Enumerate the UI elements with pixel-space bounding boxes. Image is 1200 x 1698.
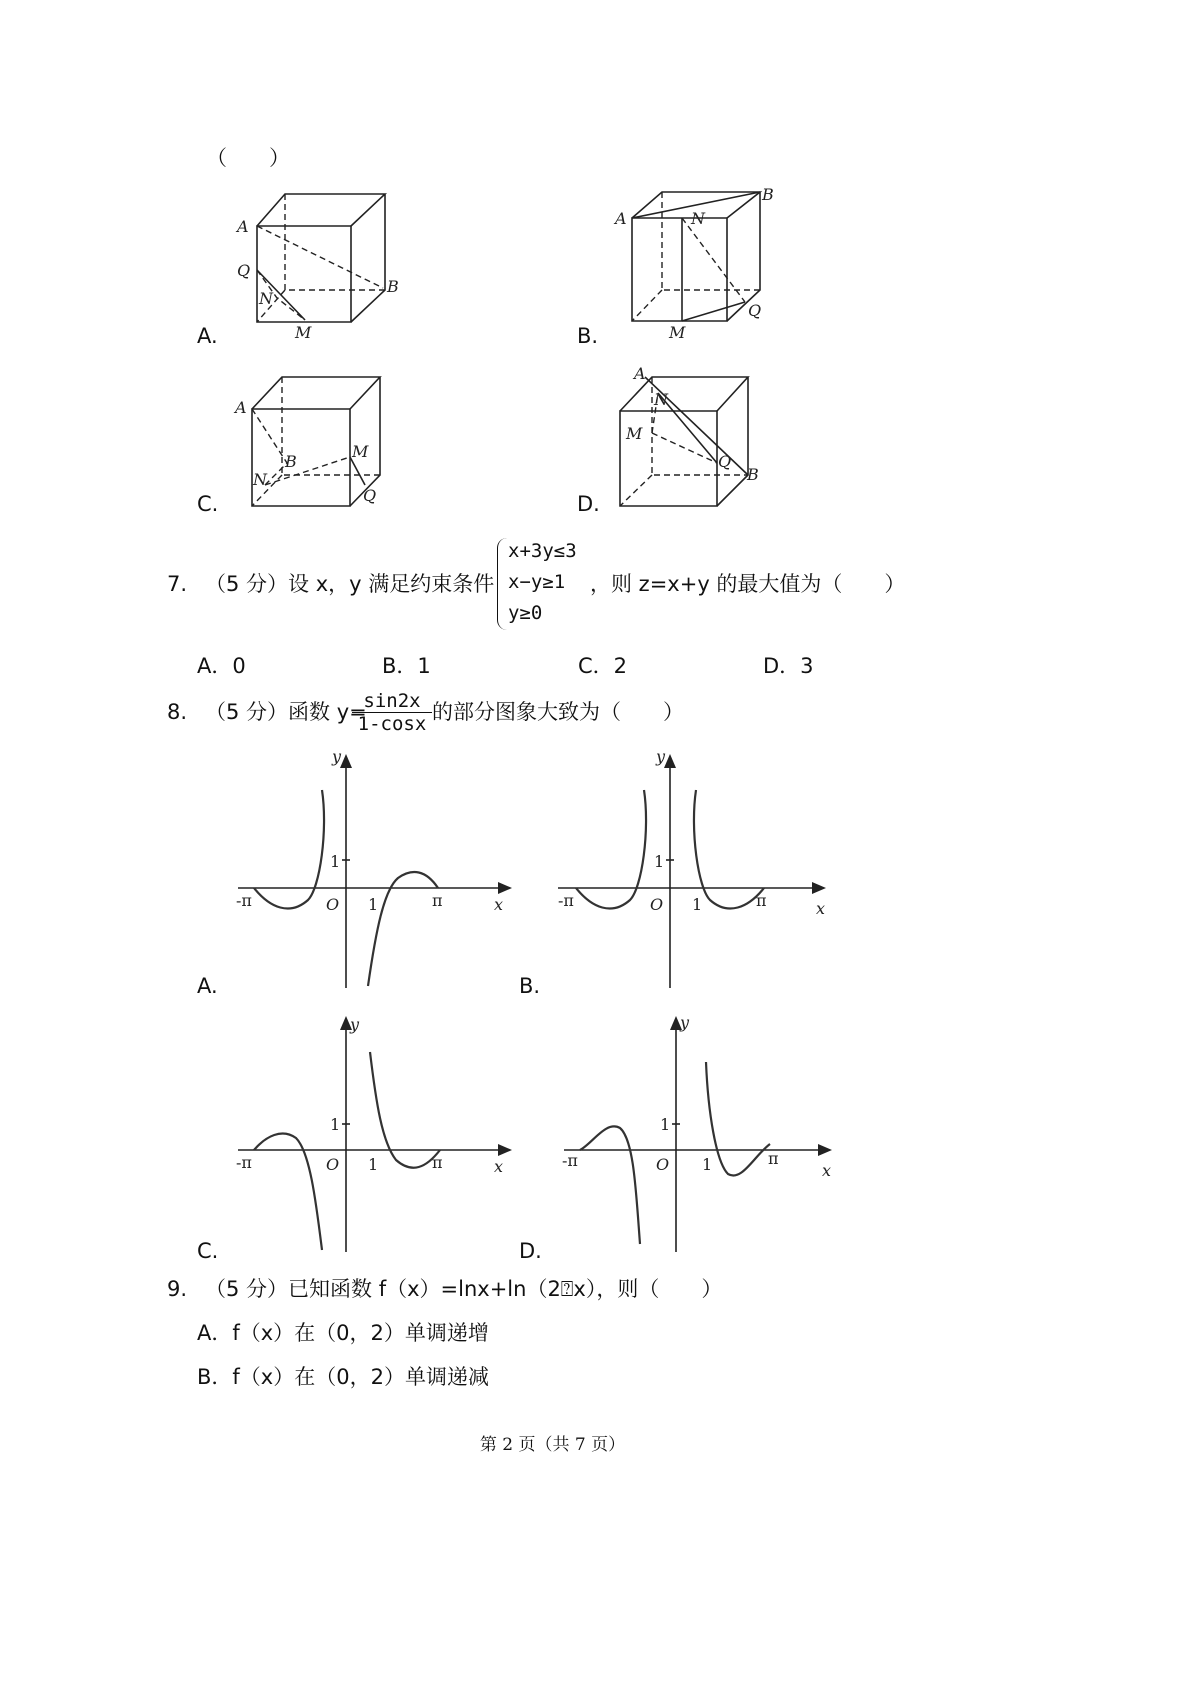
q8-option-a-label: A. — [197, 974, 218, 998]
graph-d-y-label: y — [680, 1013, 690, 1032]
graph-c-tick-pi: π — [432, 1153, 443, 1172]
q7-constraint-2: x−y≥1 — [508, 571, 566, 593]
q6-answer-bracket: （ ） — [206, 146, 290, 170]
graph-b-x-label: x — [816, 899, 826, 918]
q7-choice-b: B．1 — [382, 654, 431, 678]
q6-option-b-label: B. — [577, 324, 599, 348]
q6-option-c-label: C. — [197, 492, 219, 516]
graph-b-origin: O — [650, 895, 664, 914]
graph-b-tick-neg-pi: -π — [558, 891, 574, 910]
cube-c-label-m: M — [352, 442, 369, 461]
q8-graph-c — [230, 1012, 520, 1257]
graph-a-tick-1x: 1 — [368, 895, 379, 914]
q8-lead-text: （5 分）函数 y= — [205, 700, 367, 724]
q8-number: 8. — [167, 700, 188, 724]
q7-constraint-1: x+3y≤3 — [508, 540, 577, 562]
q6-option-d-label: D. — [577, 492, 600, 516]
graph-c-x-label: x — [494, 1157, 504, 1176]
cube-b-label-b: B — [762, 185, 774, 204]
q8-option-d-label: D. — [519, 1239, 542, 1263]
graph-b-tick-1y: 1 — [654, 852, 665, 871]
q8-graph-b — [550, 747, 840, 990]
q7-constraint-3: y≥0 — [508, 602, 543, 624]
graph-d-origin: O — [656, 1155, 670, 1174]
cube-d-label-m: M — [626, 424, 643, 443]
q6-cube-d-figure — [600, 365, 790, 515]
graph-d-tick-pi: π — [768, 1149, 779, 1168]
cube-b-label-q: Q — [748, 301, 762, 320]
cube-c-label-q: Q — [363, 486, 377, 505]
cube-a-label-a: A — [237, 217, 249, 236]
q7-number: 7. — [167, 572, 188, 596]
cube-d-label-q: Q — [718, 452, 732, 471]
q8-graph-d — [556, 1012, 846, 1257]
cube-a-label-m: M — [295, 323, 312, 342]
graph-a-origin: O — [326, 895, 340, 914]
cube-c-label-n: N — [253, 470, 267, 489]
graph-a-tick-pi: π — [432, 891, 443, 910]
q6-cube-b-figure — [605, 180, 795, 340]
cube-d-label-n: N — [654, 390, 668, 409]
graph-a-x-label: x — [494, 895, 504, 914]
graph-d-tick-1x: 1 — [702, 1155, 713, 1174]
graph-d-tick-neg-pi: -π — [562, 1151, 578, 1170]
q7-choice-d: D．3 — [763, 654, 814, 678]
q6-cube-c-figure — [225, 365, 415, 515]
q8-tail-text: 的部分图象大致为（ ） — [432, 700, 684, 724]
graph-c-tick-1x: 1 — [368, 1155, 379, 1174]
page-footer: 第 2 页（共 7 页） — [479, 1435, 626, 1455]
q7-lead-text: （5 分）设 x，y 满足约束条件 — [205, 572, 495, 596]
graph-c-tick-1y: 1 — [330, 1115, 341, 1134]
q6-cube-a-figure — [225, 180, 415, 340]
graph-c-origin: O — [326, 1155, 340, 1174]
q9-question-text: （5 分）已知函数 f（x）=lnx+ln（2⍰x），则（ ） — [205, 1277, 723, 1301]
q8-denominator: 1-cosx — [352, 712, 432, 735]
q6-option-a-label: A. — [197, 324, 218, 348]
cube-a-label-n: N — [259, 289, 273, 308]
q7-choice-a: A．0 — [197, 654, 246, 678]
cube-a-label-b: B — [387, 277, 399, 296]
graph-b-y-label: y — [656, 747, 666, 766]
graph-d-x-label: x — [822, 1161, 832, 1180]
cube-d-label-a: A — [634, 364, 646, 383]
q9-choice-a: A．f（x）在（0，2）单调递增 — [197, 1321, 489, 1345]
cube-d-label-b: B — [747, 465, 759, 484]
cube-c-label-a: A — [235, 398, 247, 417]
graph-b-tick-pi: π — [756, 891, 767, 910]
cube-c-label-b: B — [285, 452, 297, 471]
q8-graph-a — [230, 747, 520, 990]
cube-b-label-a: A — [615, 209, 627, 228]
q7-choice-c: C．2 — [578, 654, 628, 678]
graph-a-tick-1y: 1 — [330, 852, 341, 871]
cube-b-label-m: M — [669, 323, 686, 342]
graph-c-tick-neg-pi: -π — [236, 1153, 252, 1172]
graph-d-tick-1y: 1 — [660, 1115, 671, 1134]
q7-tail-text: ，则 z=x+y 的最大值为（ ） — [590, 572, 906, 596]
graph-c-y-label: y — [350, 1015, 360, 1034]
graph-a-tick-neg-pi: -π — [236, 891, 252, 910]
q8-option-b-label: B. — [519, 974, 541, 998]
q7-brace — [497, 538, 508, 630]
q9-choice-b: B．f（x）在（0，2）单调递减 — [197, 1365, 489, 1389]
cube-b-label-n: N — [691, 209, 705, 228]
q9-number: 9. — [167, 1277, 188, 1301]
cube-a-label-q: Q — [237, 261, 251, 280]
q8-numerator: sin2x — [363, 690, 421, 712]
graph-b-tick-1x: 1 — [692, 895, 703, 914]
graph-a-y-label: y — [332, 747, 342, 766]
q8-option-c-label: C. — [197, 1239, 219, 1263]
q8-fraction — [352, 690, 432, 735]
